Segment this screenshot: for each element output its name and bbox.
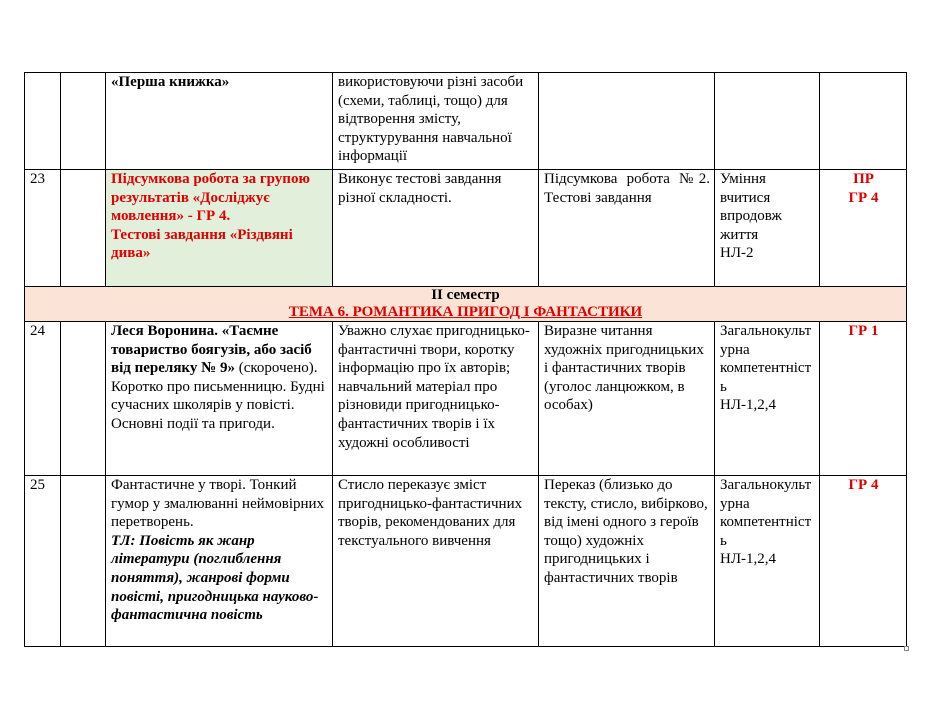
table-row bbox=[25, 476, 907, 647]
cell-group bbox=[820, 73, 907, 170]
cell-competence bbox=[715, 476, 820, 647]
cell-content: Переказ (близько до тексту, стисло, вибірково, від імені одного з героїв тощо) художніх пригодницьких і фантастичних творів bbox=[539, 476, 715, 647]
cell-competence bbox=[715, 73, 820, 170]
topic-line: Тестові завдання «Різдвяні дива» bbox=[111, 226, 293, 262]
cell-activity: Виконує тестові завдання різної складності. bbox=[333, 170, 539, 287]
theme-title: ТЕМА 6. РОМАНТИКА ПРИГОД І ФАНТАСТИКИ bbox=[288, 304, 643, 320]
competence-code: НЛ-1,2,4 bbox=[720, 551, 777, 568]
cell-topic bbox=[106, 322, 333, 476]
table-resize-handle[interactable] bbox=[904, 646, 909, 651]
cell-content: Підсумкова робота №2. Тестові завдання bbox=[539, 170, 715, 287]
competence-text: Загальнокультурна компетентність bbox=[720, 323, 812, 395]
competence-text: Уміння вчитися впродовж життя bbox=[720, 171, 782, 243]
cell-group bbox=[820, 170, 907, 287]
cell-topic bbox=[106, 476, 333, 647]
cell-competence bbox=[715, 170, 820, 287]
cell-group: ГР 1 bbox=[820, 322, 907, 476]
cell-competence bbox=[715, 322, 820, 476]
topic-italic: ТЛ: Повість як жанр літератури (поглиблення поняття), жанрові форми повісті, пригодницька науково-фантастична повість bbox=[111, 532, 319, 624]
cell-number bbox=[25, 73, 61, 170]
semester-header bbox=[25, 287, 907, 322]
group-label: ГР 4 bbox=[848, 189, 879, 206]
cell-content bbox=[539, 73, 715, 170]
cell-topic: «Перша книжка» bbox=[106, 73, 333, 170]
table-row bbox=[25, 322, 907, 476]
semester-row bbox=[25, 287, 907, 322]
lesson-plan-table bbox=[24, 72, 907, 647]
cell-sub bbox=[61, 170, 106, 287]
group-label: ПР bbox=[853, 171, 874, 187]
competence-code: НЛ-1,2,4 bbox=[720, 397, 777, 414]
cell-content: Виразне читання художніх пригодницьких і фантастичних творів (уголос ланцюжком, в особах) bbox=[539, 322, 715, 476]
cell-activity: Уважно слухає пригодницько-фантастичні твори, коротку інформацію про їх авторів; навчальний матеріал про різновиди пригодницько-фантастичних творів і їх художні особливості bbox=[333, 322, 539, 476]
topic-plain: Фантастичне у творі. Тонкий гумор у змалюванні неймовірних перетворень. bbox=[111, 477, 325, 531]
table-row bbox=[25, 170, 907, 287]
topic-rest: (скорочено). Коротко про письменницю. Будні сучасних школярів у повісті. Основні події та пригоди. bbox=[111, 360, 325, 432]
topic-line: Підсумкова робота за групою результатів «Досліджує мовлення» - ГР 4. bbox=[111, 171, 310, 225]
cell-number: 23 bbox=[25, 170, 61, 287]
cell-activity: використовуючи різні засоби (схеми, таблиці, тощо) для відтворення змісту, структурування навчальної інформації bbox=[333, 73, 539, 170]
cell-group: ГР 4 bbox=[820, 476, 907, 647]
cell-number: 25 bbox=[25, 476, 61, 647]
cell-sub bbox=[61, 476, 106, 647]
table-row bbox=[25, 73, 907, 170]
cell-number: 24 bbox=[25, 322, 61, 476]
cell-activity: Стисло переказує зміст пригодницько-фантастичних творів, рекомендованих для текстуального вивчення bbox=[333, 476, 539, 647]
competence-text: Загальнокультурна компетентність bbox=[720, 477, 812, 549]
topic-bold: Леся Воронина. «Таємне товариство боягузів, або засіб від переляку № 9» bbox=[111, 323, 312, 377]
cell-sub bbox=[61, 322, 106, 476]
semester-title: ІІ семестр bbox=[431, 287, 500, 303]
cell-topic bbox=[106, 170, 333, 287]
cell-sub bbox=[61, 73, 106, 170]
competence-code: НЛ-2 bbox=[720, 245, 754, 262]
